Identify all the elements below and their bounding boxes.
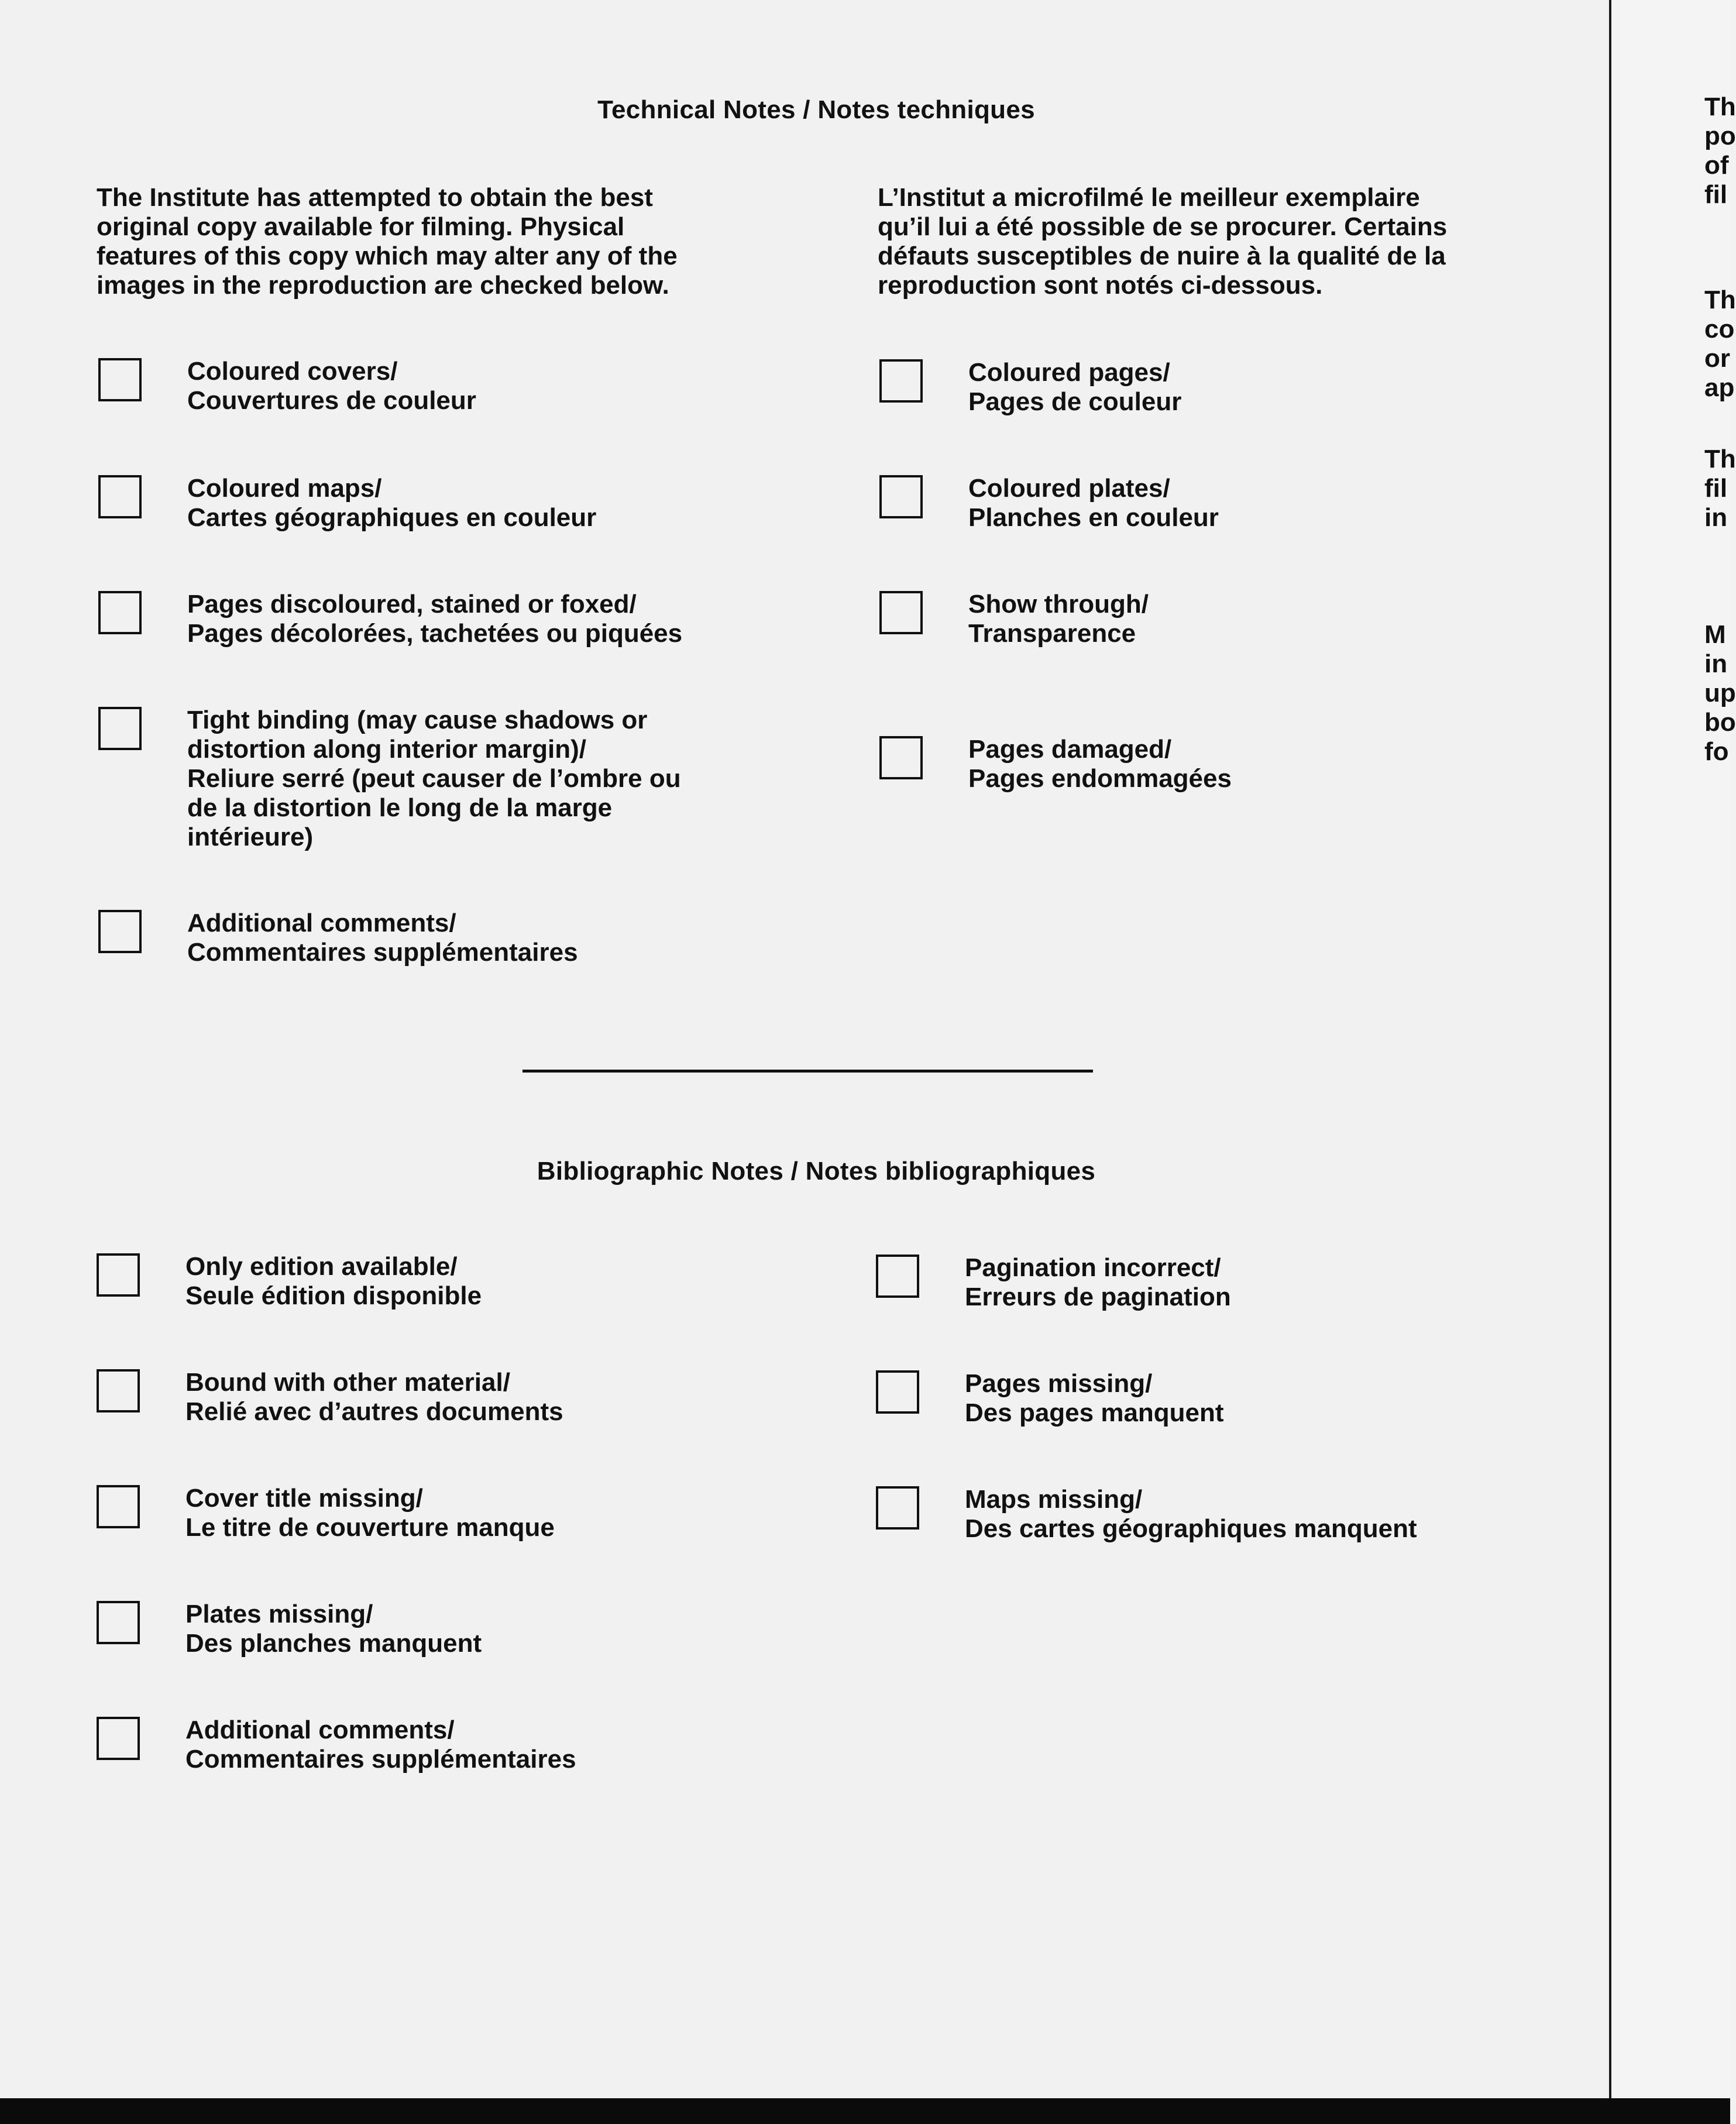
option-label: Maps missing/ Des cartes géographiques manquent	[965, 1485, 1417, 1543]
checkbox-coloured-maps[interactable]	[98, 475, 142, 518]
bibliographic-option-cover-title-missing	[97, 1484, 555, 1542]
option-label: Plates missing/ Des planches manquent	[185, 1600, 482, 1658]
checkbox-coloured-covers[interactable]	[98, 358, 142, 401]
checkbox-plates-missing[interactable]	[97, 1601, 140, 1644]
checkbox-bound-with[interactable]	[97, 1369, 140, 1412]
bibliographic-option-pagination-incorrect	[876, 1253, 1231, 1312]
cut-off-margin-text: M in up bo fo	[1704, 620, 1736, 766]
option-label: Tight binding (may cause shadows or distortion along interior margin)/ Reliure serré (peut causer de l’ombre ou de la distortion le long de la marge intérieure)	[187, 706, 681, 851]
option-label: Only edition available/ Seule édition disponible	[185, 1252, 482, 1310]
bibliographic-option-plates-missing	[97, 1600, 482, 1658]
bibliographic-option-bound-with	[97, 1368, 563, 1427]
option-label: Coloured pages/ Pages de couleur	[968, 358, 1182, 416]
option-label: Coloured plates/ Planches en couleur	[968, 474, 1219, 532]
checkbox-bibliographic-additional-comments[interactable]	[97, 1717, 140, 1760]
option-label: Additional comments/ Commentaires supplémentaires	[187, 909, 578, 967]
checkbox-cover-title-missing[interactable]	[97, 1485, 140, 1528]
option-label: Show through/ Transparence	[968, 590, 1149, 648]
technical-notes-title: Technical Notes / Notes techniques	[597, 95, 1035, 124]
checkbox-coloured-pages[interactable]	[879, 359, 923, 403]
technical-intro-french: L’Institut a microfilmé le meilleur exemplaire qu’il lui a été possible de se procurer. Certains défauts susceptibles de nuire à la qualité de la reproduction sont notés ci-dessous.	[878, 183, 1448, 300]
scan-bottom-band	[0, 2098, 1730, 2124]
checkbox-only-edition[interactable]	[97, 1253, 140, 1297]
option-label: Coloured maps/ Cartes géographiques en couleur	[187, 474, 597, 532]
technical-option-tight-binding	[98, 706, 681, 852]
option-label: Pagination incorrect/ Erreurs de pagination	[965, 1253, 1231, 1311]
option-label: Additional comments/ Commentaires supplémentaires	[185, 1716, 576, 1774]
bibliographic-option-maps-missing	[876, 1485, 1417, 1544]
checkbox-pagination-incorrect[interactable]	[876, 1255, 919, 1298]
checkbox-pages-discoloured[interactable]	[98, 591, 142, 634]
technical-option-show-through	[879, 590, 1149, 648]
checkbox-pages-damaged[interactable]	[879, 736, 923, 779]
technical-option-coloured-pages	[879, 358, 1181, 417]
checkbox-tight-binding[interactable]	[98, 707, 142, 750]
technical-option-coloured-plates	[879, 474, 1219, 532]
cut-off-margin-text: Th po of fil	[1704, 92, 1736, 209]
option-label: Cover title missing/ Le titre de couverture manque	[185, 1484, 555, 1542]
technical-option-coloured-maps	[98, 474, 596, 532]
checkbox-maps-missing[interactable]	[876, 1486, 919, 1530]
option-label: Pages missing/ Des pages manquent	[965, 1369, 1224, 1427]
technical-option-additional-comments	[98, 909, 578, 967]
option-label: Bound with other material/ Relié avec d’autres documents	[185, 1368, 563, 1426]
section-divider	[522, 1070, 1093, 1073]
bibliographic-option-only-edition	[97, 1252, 482, 1311]
bibliographic-notes-title: Bibliographic Notes / Notes bibliographiques	[537, 1157, 1096, 1185]
option-label: Coloured covers/ Couvertures de couleur	[187, 357, 476, 415]
technical-option-pages-discoloured	[98, 590, 682, 648]
bibliographic-option-additional-comments	[97, 1716, 576, 1774]
option-label: Pages damaged/ Pages endommagées	[968, 735, 1232, 793]
checkbox-additional-comments[interactable]	[98, 910, 142, 953]
cut-off-margin-text: Th co or ap	[1704, 286, 1736, 402]
cut-off-margin-text: Th fil in	[1704, 445, 1736, 532]
checkbox-coloured-plates[interactable]	[879, 475, 923, 518]
checkbox-show-through[interactable]	[879, 591, 923, 634]
technical-option-coloured-covers	[98, 357, 476, 415]
technical-option-pages-damaged	[879, 735, 1232, 793]
technical-intro-english: The Institute has attempted to obtain the best original copy available for filming. Physical features of this copy which may alter any of the images in the reproduction are checked below.	[97, 183, 678, 300]
checkbox-pages-missing[interactable]	[876, 1370, 919, 1414]
option-label: Pages discoloured, stained or foxed/ Pages décolorées, tachetées ou piquées	[187, 590, 683, 648]
bibliographic-option-pages-missing	[876, 1369, 1224, 1428]
